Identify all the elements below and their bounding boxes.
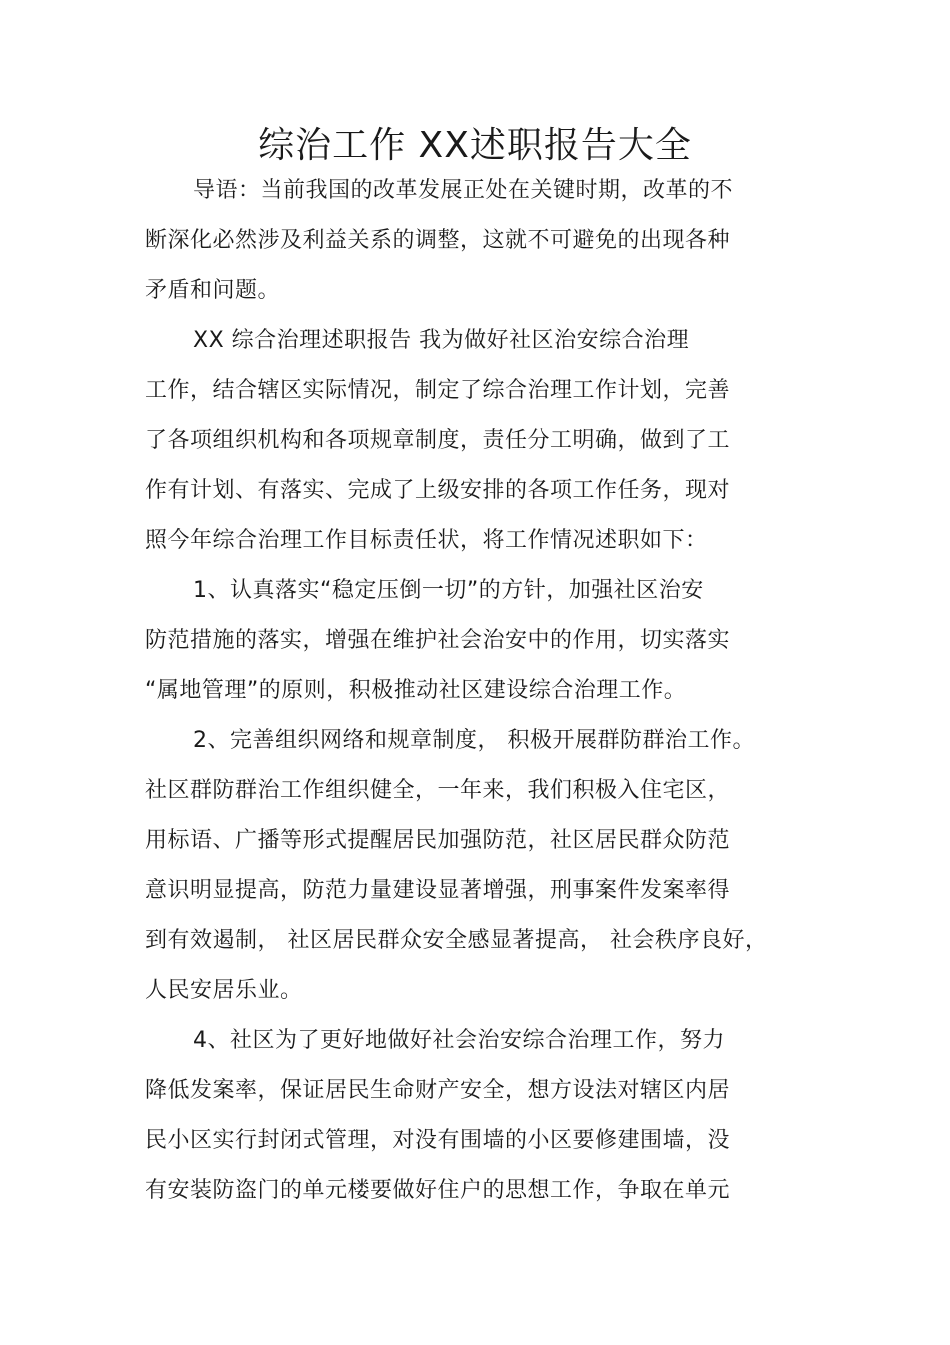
paragraph-line: 防范措施的落实，增强在维护社会治安中的作用，切实落实 bbox=[145, 628, 731, 653]
paragraph-line: 4、社区为了更好地做好社会治安综合治理工作，努力 bbox=[193, 1028, 725, 1053]
paragraph-line: “属地管理”的原则，积极推动社区建设综合治理工作。 bbox=[145, 678, 687, 703]
paragraph-line: 用标语、广播等形式提醒居民加强防范，社区居民群众防范 bbox=[145, 828, 731, 853]
paragraph-line: 降低发案率，保证居民生命财产安全，想方设法对辖区内居 bbox=[145, 1078, 731, 1103]
paragraph-line: 社区群防群治工作组织健全，一年来，我们积极入住宅区， bbox=[145, 778, 731, 803]
paragraph-line: 断深化必然涉及利益关系的调整，这就不可避免的出现各种 bbox=[145, 228, 731, 253]
paragraph-line: 导语：当前我国的改革发展正处在关键时期，改革的不 bbox=[193, 178, 734, 203]
document-title: 综治工作 XX述职报告大全 bbox=[258, 125, 692, 166]
paragraph-line: 有安装防盗门的单元楼要做好住户的思想工作，争取在单元 bbox=[145, 1178, 731, 1203]
paragraph-line: 了各项组织机构和各项规章制度，责任分工明确，做到了工 bbox=[145, 428, 731, 453]
paragraph-line: 工作，结合辖区实际情况，制定了综合治理工作计划，完善 bbox=[145, 378, 731, 403]
paragraph-line: XX 综合治理述职报告 我为做好社区治安综合治理 bbox=[193, 328, 690, 353]
paragraph-line: 2、完善组织网络和规章制度， 积极开展群防群治工作。 bbox=[193, 728, 755, 753]
paragraph-line: 作有计划、有落实、完成了上级安排的各项工作任务，现对 bbox=[145, 478, 731, 503]
paragraph-line: 人民安居乐业。 bbox=[145, 978, 303, 1003]
paragraph-line: 矛盾和问题。 bbox=[145, 278, 281, 303]
paragraph-line: 照今年综合治理工作目标责任状，将工作情况述职如下： bbox=[145, 528, 708, 553]
paragraph-line: 1、认真落实“稳定压倒一切”的方针，加强社区治安 bbox=[193, 578, 704, 603]
paragraph-line: 民小区实行封闭式管理，对没有围墙的小区要修建围墙，没 bbox=[145, 1128, 731, 1153]
paragraph-line: 到有效遏制， 社区居民群众安全感显著提高， 社会秩序良好， bbox=[145, 928, 768, 953]
paragraph-line: 意识明显提高，防范力量建设显著增强，刑事案件发案率得 bbox=[145, 878, 731, 903]
